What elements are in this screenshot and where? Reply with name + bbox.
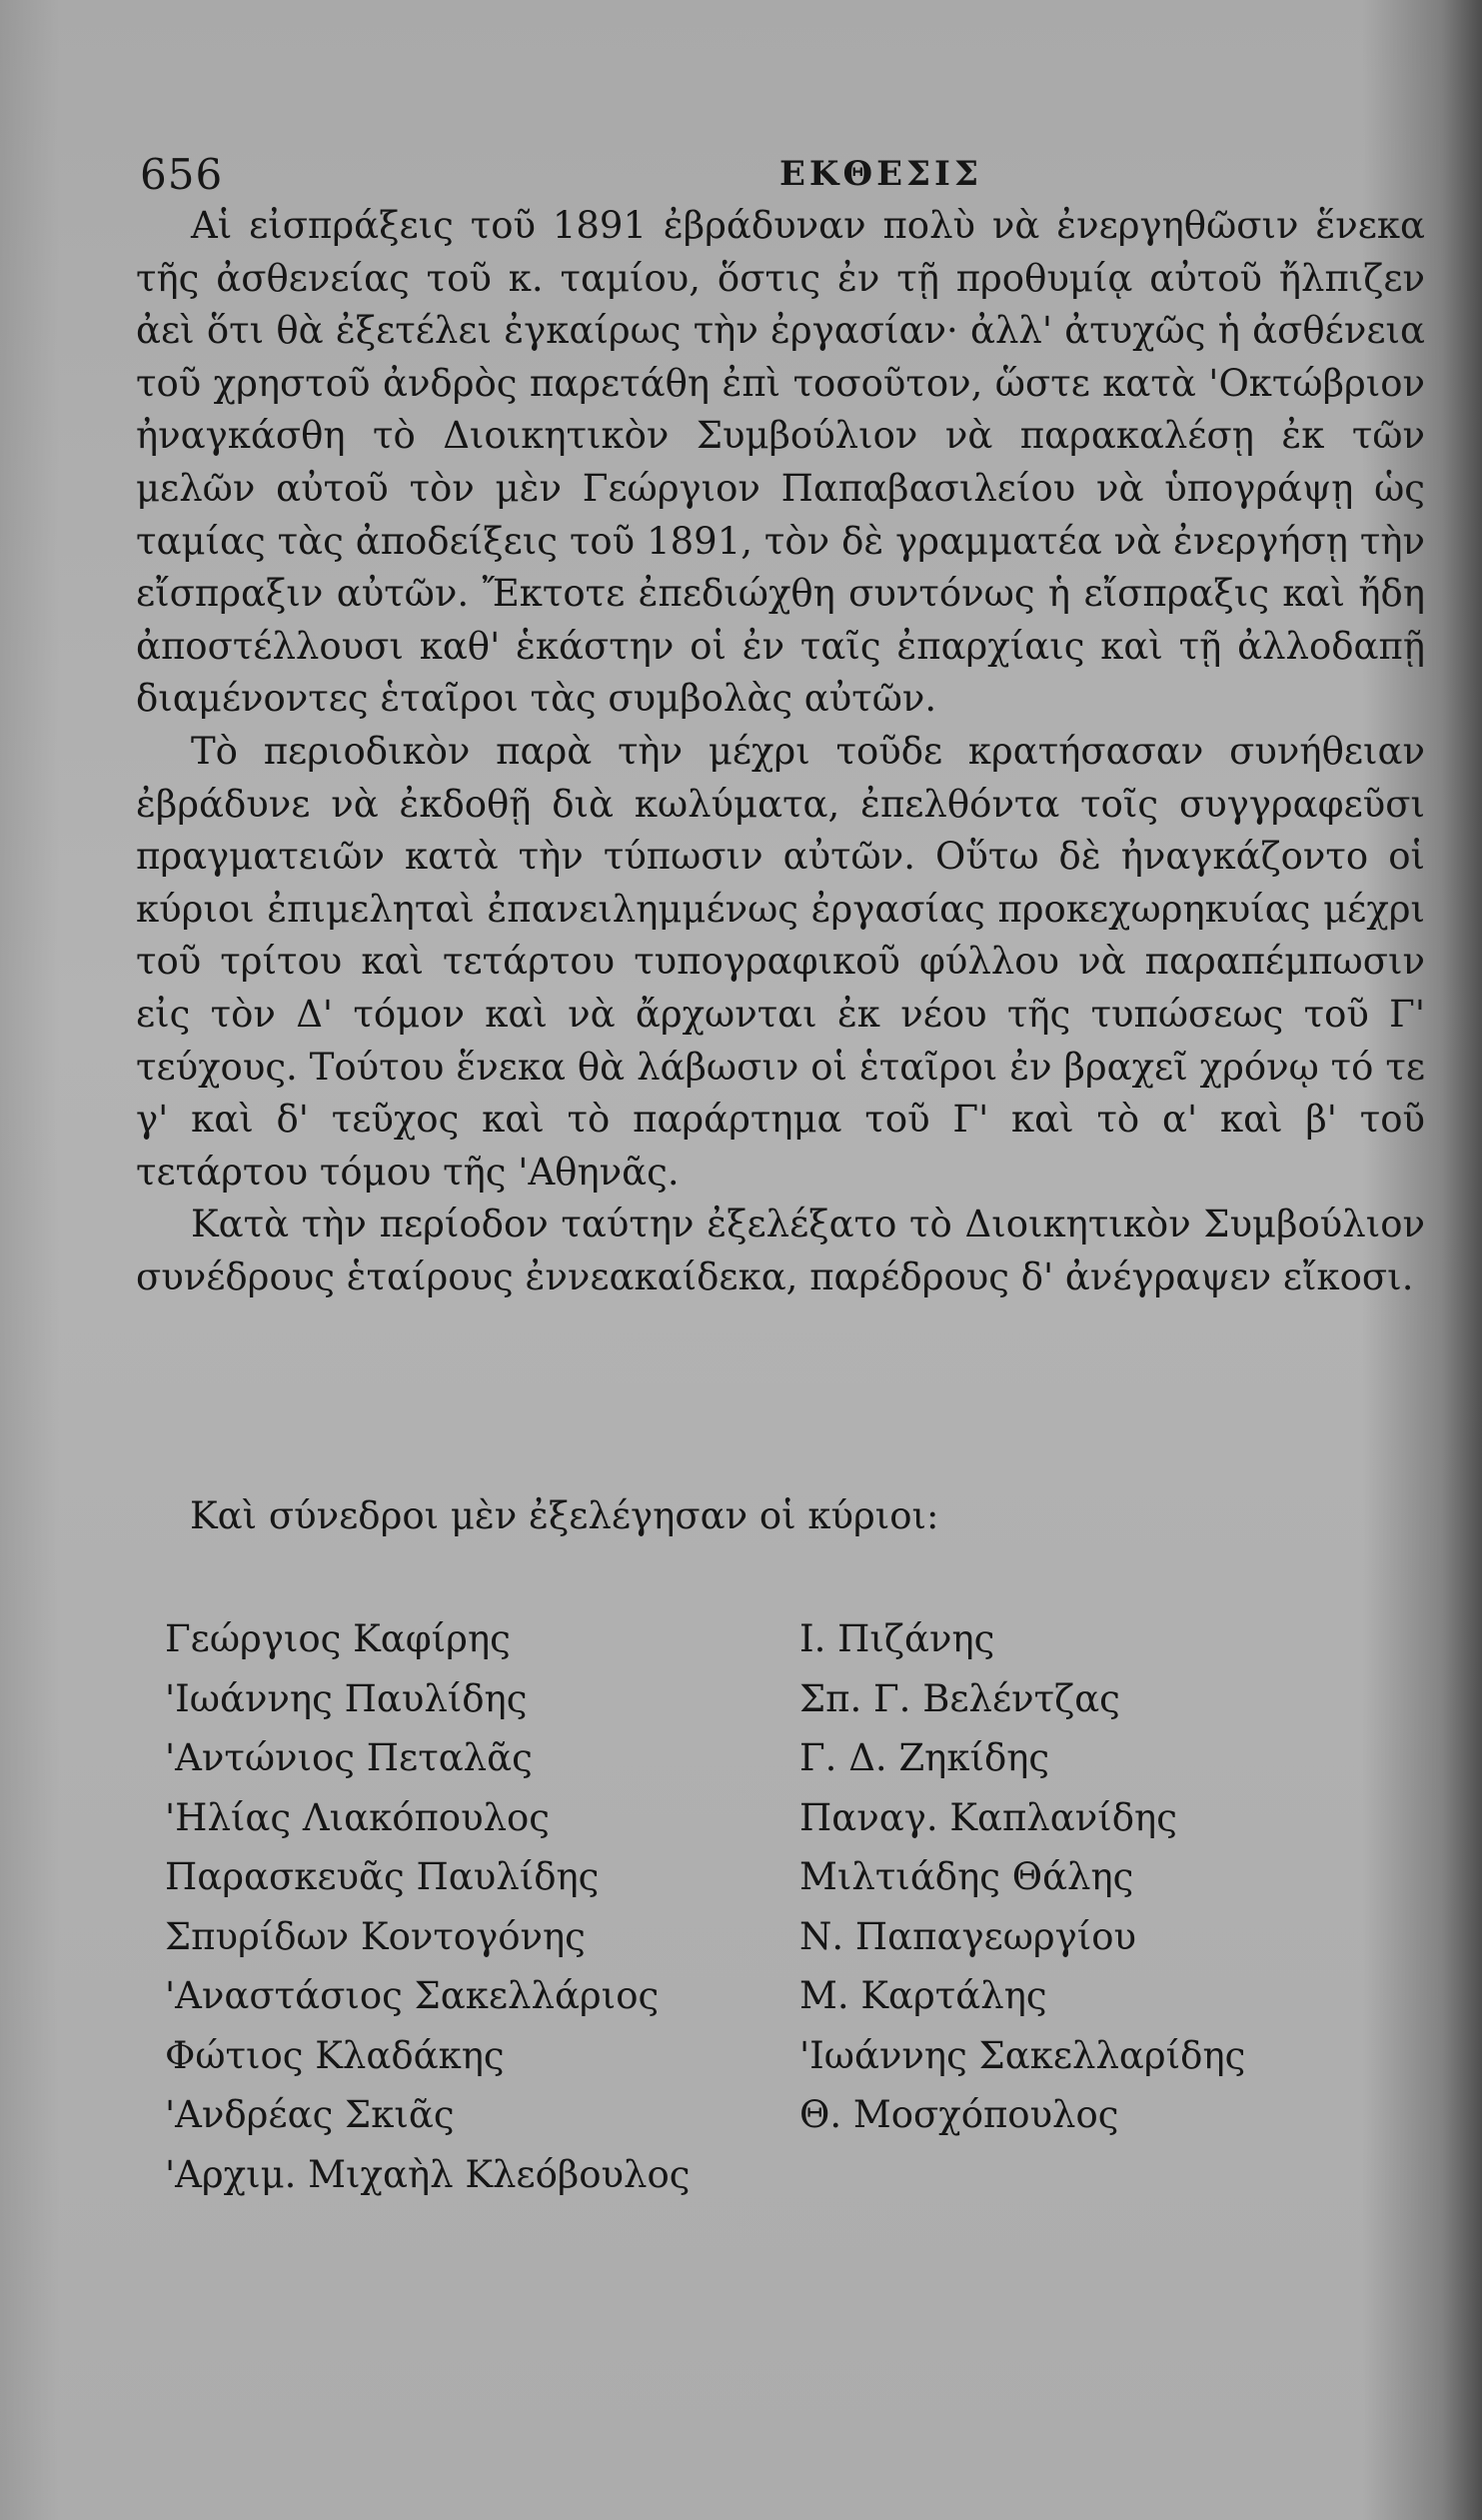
paragraph-3: Κατὰ τὴν περίοδον ταύτην ἐξελέξατο τὸ Διοικητικὸν Συμβούλιον συνέδρους ἑταίρους ἐννεακαίδεκα, παρέδρους δ' ἀνέγραψεν εἴκοσι. xyxy=(136,1203,1425,1298)
running-title: ΕΚΘΕΣΙΣ xyxy=(779,154,982,194)
names-left-column xyxy=(165,1609,690,2204)
body-text xyxy=(136,200,1425,1303)
name-item: Θ. Μοσχόπουλος xyxy=(799,2093,1119,2136)
paragraph-2: Τὸ περιοδικὸν παρὰ τὴν μέχρι τοῦδε κρατήσασαν συνήθειαν ἐβράδυνε νὰ ἐκδοθῇ διὰ κωλύματα, ἐπελθόντα τοῖς συγγραφεῦσι πραγματειῶν κατὰ τὴν τύπωσιν αὐτῶν. Οὕτω δὲ ἠναγκάζοντο οἱ κύριοι ἐπιμεληταὶ ἐπανειλημμένως ἐργασίας προκεχωρηκυίας μέχρι τοῦ τρίτου καὶ τετάρτου τυπογραφικοῦ φύλλου νὰ παραπέμπωσιν εἰς τὸν Δ' τόμον καὶ νὰ ἄρχωνται ἐκ νέου τῆς τυπώσεως τοῦ Γ' τεύχους. Τούτου ἕνεκα θὰ λάβωσιν οἱ ἑταῖροι ἐν βραχεῖ χρόνῳ τό τε γ' καὶ δ' τεῦχος καὶ τὸ παράρτημα τοῦ Γ' καὶ τὸ α' καὶ β' τοῦ τετάρτου τόμου τῆς 'Αθηνᾶς. xyxy=(136,729,1425,1194)
name-item: 'Ιωάννης Σακελλαρίδης xyxy=(799,2033,1246,2077)
members-intro: Καὶ σύνεδροι μὲν ἐξελέγησαν οἱ κύριοι: xyxy=(190,1494,939,1537)
paragraph-1: Αἱ εἰσπράξεις τοῦ 1891 ἐβράδυναν πολὺ νὰ ἐνεργηθῶσιν ἕνεκα τῆς ἀσθενείας τοῦ κ. ταμίου, ὅστις ἐν τῇ προθυμίᾳ αὐτοῦ ἤλπιζεν ἀεὶ ὅτι θὰ ἐξετέλει ἐγκαίρως τὴν ἐργασίαν· ἀλλ' ἀτυχῶς ἡ ἀσθένεια τοῦ χρηστοῦ ἀνδρὸς παρετάθη ἐπὶ τοσοῦτον, ὥστε κατὰ 'Οκτώβριον ἠναγκάσθη τὸ Διοικητικὸν Συμβούλιον νὰ παρακαλέσῃ ἐκ τῶν μελῶν αὐτοῦ τὸν μὲν Γεώργιον Παπαβασιλείου νὰ ὑπογράψῃ ὡς ταμίας τὰς ἀποδείξεις τοῦ 1891, τὸν δὲ γραμματέα νὰ ἐνεργήσῃ τὴν εἴσπραξιν αὐτῶν. Ἔκτοτε ἐπεδιώχθη συντόνως ἡ εἴσπραξις καὶ ἤδη ἀποστέλλουσι καθ' ἑκάστην οἱ ἐν ταῖς ἐπαρχίαις καὶ τῇ ἀλλοδαπῇ διαμένοντες ἑταῖροι τὰς συμβολὰς αὐτῶν. xyxy=(136,204,1425,721)
page-number: 656 xyxy=(140,150,224,199)
name-item: Παρασκευᾶς Παυλίδης xyxy=(165,1855,600,1898)
name-item: Μ. Καρτάλης xyxy=(799,1974,1047,2017)
name-item: Γεώργιος Καφίρης xyxy=(165,1617,511,1660)
name-item: 'Ηλίας Λιακόπουλος xyxy=(165,1795,551,1839)
name-item: Γ. Δ. Ζηκίδης xyxy=(799,1736,1050,1779)
name-item: Μιλτιάδης Θάλης xyxy=(799,1855,1134,1898)
name-item: 'Ιωάννης Παυλίδης xyxy=(165,1676,528,1720)
name-item: 'Αναστάσιος Σακελλάριος xyxy=(165,1974,660,2017)
name-item: 'Αρχιμ. Μιχαὴλ Κλεόβουλος xyxy=(165,2152,691,2196)
name-item: Ν. Παπαγεωργίου xyxy=(799,1914,1137,1958)
name-item: 'Ανδρέας Σκιᾶς xyxy=(165,2093,455,2136)
name-item: Ι. Πιζάνης xyxy=(799,1617,995,1660)
name-item: Σπ. Γ. Βελέντζας xyxy=(799,1676,1120,1720)
name-item: Φώτιος Κλαδάκης xyxy=(165,2033,505,2077)
name-item: Παναγ. Καπλανίδης xyxy=(799,1795,1177,1839)
name-item: Σπυρίδων Κοντογόνης xyxy=(165,1914,586,1958)
name-item: 'Αντώνιος Πεταλᾶς xyxy=(165,1736,533,1779)
names-right-column xyxy=(799,1609,1245,2145)
